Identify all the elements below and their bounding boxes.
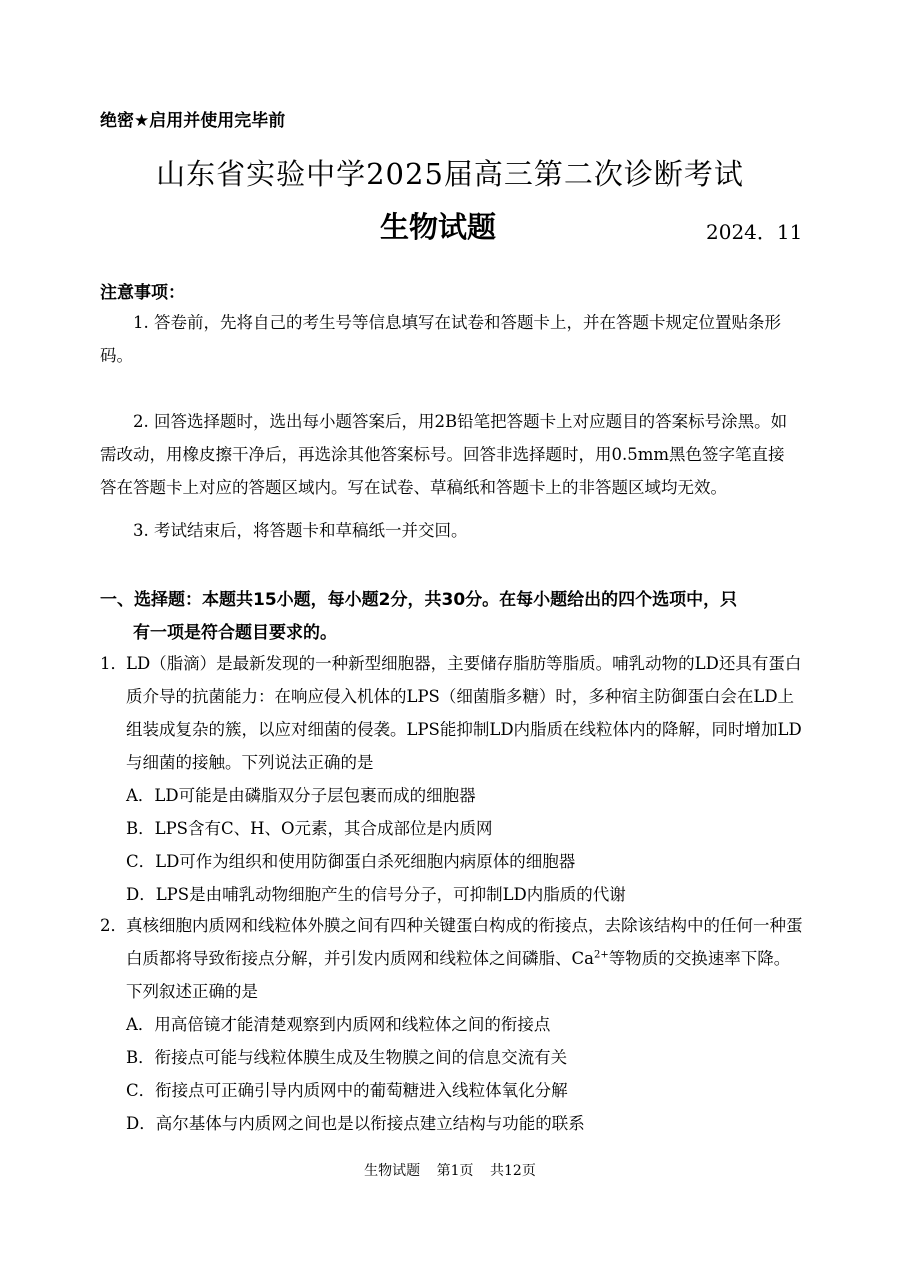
footer-subject: 生物试题 [364,1163,421,1179]
footer-page-number: 第1页 [436,1163,474,1179]
question-stem-part1: 真核细胞内质网和线粒体外膜之间有四种关键蛋白构成的衔接点，去除该结构中的任何一种蛋白质都将导致衔接点分解，并引发内质网和线粒体之间磷脂、Ca [126,916,803,968]
option-d: D．LPS是由哺乳动物细胞产生的信号分子，可抑制LD内脂质的代谢 [126,885,626,904]
option-c: C．衔接点可正确引导内质网中的葡萄糖进入线粒体氧化分解 [126,1081,568,1100]
section-heading-line1: 一、选择题：本题共15小题，每小题2分，共30分。在每小题给出的四个选项中，只 [100,590,738,610]
option-b: B．LPS含有C、H、O元素，其合成部位是内质网 [126,819,493,838]
question-1 [100,647,805,911]
question-stem-part2: 等物质的交换速率下降。下列叙述正确的是 [126,949,791,1001]
page-footer [0,1160,900,1180]
question-stem [100,909,805,1008]
question-2 [100,909,805,1140]
footer-total-pages: 共12页 [490,1163,536,1179]
option-b: B．衔接点可能与线粒体膜生成及生物膜之间的信息交流有关 [126,1048,568,1067]
notice-item-3: 3. 考试结束后，将答题卡和草稿纸一并交回。 [133,521,468,540]
notice-item-1: 1. 答卷前，先将自己的考生号等信息填写在试卷和答题卡上，并在答题卡规定位置贴条形码。 [100,313,781,365]
notice-heading: 注意事项： [100,283,185,303]
option-d: D．高尔基体与内质网之间也是以衔接点建立结构与功能的联系 [126,1114,585,1133]
section-heading-line2: 有一项是符合题目要求的。 [133,623,337,643]
option-a: A．LD可能是由磷脂双分子层包裹而成的细胞器 [126,786,476,805]
question-stem: LD（脂滴）是最新发现的一种新型细胞器，主要储存脂肪等脂质。哺乳动物的LD还具有蛋白质介导的抗菌能力：在响应侵入机体的LPS（细菌脂多糖）时，多种宿主防御蛋白会在LD上组装成复杂的簇，以应对细菌的侵袭。LPS能抑制LD内脂质在线粒体内的降解，同时增加LD与细菌的接触。下列说法正确的是 [126,654,802,772]
notice-item-2: 2. 回答选择题时，选出每小题答案后，用2B铅笔把答题卡上对应题目的答案标号涂黑。如需改动，用橡皮擦干净后，再选涂其他答案标号。回答非选择题时，用0.5mm黑色签字笔直接答在答题卡上对应的答题区域内。写在试卷、草稿纸和答题卡上的非答题区域均无效。 [100,412,788,497]
option-c: C．LD可作为组织和使用防御蛋白杀死细胞内病原体的细胞器 [126,852,576,871]
section-heading [100,584,805,650]
exam-date: 2024．11 [706,220,803,244]
option-a: A．用高倍镜才能清楚观察到内质网和线粒体之间的衔接点 [126,1015,551,1034]
exam-title: 山东省实验中学2025届高三第二次诊断考试 [156,157,744,191]
superscript-charge: 2+ [593,949,609,961]
question-number: 1． [100,654,127,673]
secret-mark: 绝密★启用并使用完毕前 [100,111,286,131]
subject-title: 生物试题 [380,210,497,244]
question-number: 2． [100,916,127,935]
